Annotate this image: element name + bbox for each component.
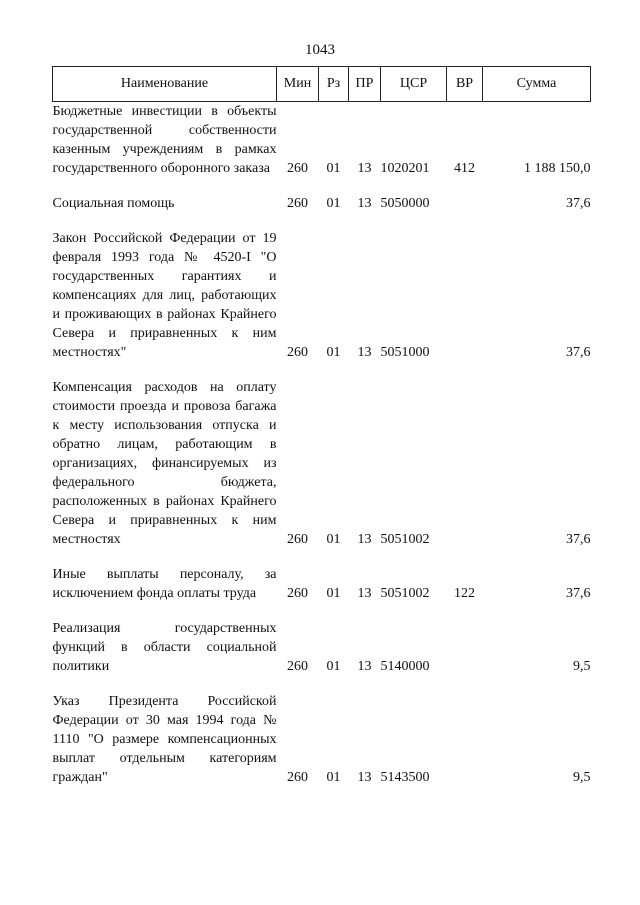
- row-name: Реализация государственных функций в области социальной политики: [52, 621, 277, 674]
- row-sum: 9,5: [573, 659, 591, 674]
- table-row: [53, 217, 591, 366]
- row-vr: [447, 607, 483, 680]
- table-row: [53, 182, 591, 217]
- row-name: Указ Президента Российской Федерации от 30 мая 1994 года № 1110 "О размере компенсационных выплат отдельным категориям граждан": [52, 694, 277, 785]
- table-row: [53, 366, 591, 553]
- row-sum: 1 188 150,0: [524, 161, 591, 176]
- row-rz: 01: [326, 586, 341, 601]
- row-vr: [447, 182, 483, 217]
- row-sum: 37,6: [566, 532, 591, 547]
- row-csr: 5050000: [380, 196, 430, 211]
- table-row: [53, 680, 591, 791]
- header-name: Наименование: [53, 67, 277, 102]
- header-pr: ПР: [349, 67, 381, 102]
- header-csr: ЦСР: [381, 67, 447, 102]
- row-min: 260: [287, 345, 308, 360]
- row-vr: [447, 680, 483, 791]
- row-pr: 13: [357, 161, 372, 176]
- row-pr: 13: [357, 659, 372, 674]
- header-row: [53, 67, 591, 102]
- row-min: 260: [287, 586, 308, 601]
- row-csr: 5051000: [380, 345, 430, 360]
- row-rz: 01: [326, 532, 341, 547]
- row-name: Иные выплаты персоналу, за исключением фонда оплаты труда: [52, 567, 277, 601]
- page-number: 1043: [305, 42, 335, 58]
- row-csr: 5140000: [380, 659, 430, 674]
- row-vr: 412: [454, 161, 475, 176]
- budget-table: [52, 66, 591, 791]
- row-name: Социальная помощь: [52, 196, 175, 211]
- row-sum: 37,6: [566, 345, 591, 360]
- row-name: Компенсация расходов на оплату стоимости проезда и провоза багажа к месту использования отпуска и обратно лицам, работающим в организациях, финансируемых из федерального бюджета, расположенных в районах Крайнего Севера и приравненных к ним местностях: [52, 380, 277, 547]
- row-pr: 13: [357, 196, 372, 211]
- row-pr: 13: [357, 532, 372, 547]
- header-vr: ВР: [447, 67, 483, 102]
- row-sum: 37,6: [566, 196, 591, 211]
- table-row: [53, 607, 591, 680]
- row-rz: 01: [326, 659, 341, 674]
- row-csr: 5051002: [380, 586, 430, 601]
- row-rz: 01: [326, 161, 341, 176]
- row-pr: 13: [357, 345, 372, 360]
- header-rz: Рз: [319, 67, 349, 102]
- header-min: Мин: [277, 67, 319, 102]
- row-sum: 9,5: [573, 770, 591, 785]
- table-row: [53, 102, 591, 183]
- row-name: Бюджетные инвестиции в объекты государственной собственности казенным учреждениям в рамках государственного оборонного заказа: [52, 104, 277, 176]
- row-min: 260: [287, 659, 308, 674]
- row-vr: [447, 366, 483, 553]
- row-csr: 1020201: [380, 161, 430, 176]
- row-csr: 5143500: [380, 770, 430, 785]
- row-csr: 5051002: [380, 532, 430, 547]
- row-min: 260: [287, 161, 308, 176]
- table-row: [53, 553, 591, 607]
- row-pr: 13: [357, 770, 372, 785]
- row-vr: 122: [454, 586, 475, 601]
- row-pr: 13: [357, 586, 372, 601]
- row-sum: 37,6: [566, 586, 591, 601]
- row-rz: 01: [326, 770, 341, 785]
- row-min: 260: [287, 196, 308, 211]
- header-sum: Сумма: [483, 67, 591, 102]
- row-rz: 01: [326, 345, 341, 360]
- row-name: Закон Российской Федерации от 19 февраля 1993 года № 4520-I "О государственных гарантиях и компенсациях для лиц, работающих и проживающих в районах Крайнего Севера и приравненных к ним местностях": [52, 231, 277, 360]
- row-rz: 01: [326, 196, 341, 211]
- row-min: 260: [287, 770, 308, 785]
- row-vr: [447, 217, 483, 366]
- row-min: 260: [287, 532, 308, 547]
